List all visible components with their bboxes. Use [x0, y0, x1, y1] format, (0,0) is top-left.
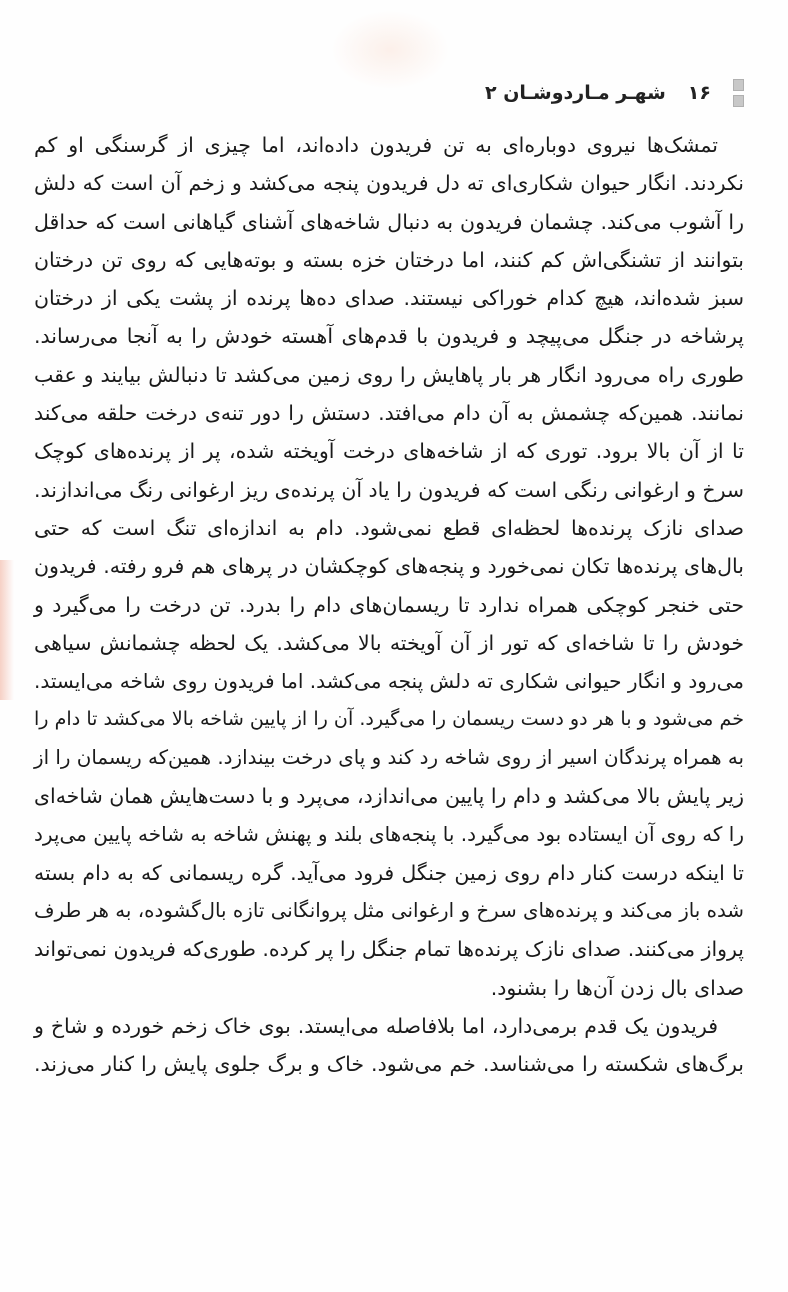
text-line: بتوانند از تشنگی‌اش کم کنند، اما درختان خزه بسته و بوته‌هایی که روی تن درختان — [34, 247, 744, 272]
text-line: صدای بال زدن آن‌ها را بشنود. — [490, 975, 744, 1000]
text-line: سبز شده‌اند، هیچ کدام خوراکی نیستند. صدای ده‌ها پرنده از پشت یکی از درختان — [34, 286, 744, 311]
marker-square-icon — [733, 95, 744, 107]
text-line: می‌رود و انگار حیوانی شکاری ته دلش پنجه می‌کشد. اما فریدون روی شاخه می‌ایستد. — [34, 669, 744, 694]
text-line: برگ‌های شکسته را می‌شناسد. خم می‌شود. خاک و برگ جلوی پایش را کنار می‌زند. — [34, 1052, 744, 1077]
text-line: حتی خنجر کوچکی همراه ندارد تا ریسمان‌های دام را بدرد. تن درخت را می‌گیرد و — [34, 592, 744, 617]
paragraph-1 — [34, 126, 744, 1007]
text-line: سرخ و ارغوانی رنگی است که فریدون را یاد آن پرنده‌ی ریز ارغوانی رنگ می‌اندازند. — [34, 477, 744, 502]
running-header — [485, 78, 744, 108]
text-line: بال‌های پرنده‌ها تکان نمی‌خورد و پنجه‌های کوچکشان در پرهای هم فرو رفته. فریدون — [34, 554, 744, 579]
header-marker-icon — [733, 79, 744, 107]
text-line: شده باز می‌کند و پرنده‌های سرخ و ارغوانی مثل پروانگانی تازه بال‌گشوده، به هر طرف — [34, 898, 744, 922]
scan-glare — [330, 10, 450, 90]
body-text — [34, 126, 744, 1083]
text-line: خم می‌شود و با هر دو دست ریسمان را می‌گیرد. آن را از پایین شاخه بالا می‌کشد تا دام را — [34, 707, 744, 731]
text-line: زیر پایش بالا می‌کشد و دام را پایین می‌اندازد، می‌پرد و با دست‌هایش همان شاخه‌ای — [34, 784, 744, 809]
text-line: تمشک‌ها نیروی دوباره‌ای به تن فریدون داده‌اند، اما چیزی از گرسنگی او کم — [34, 133, 718, 157]
text-line: پرواز می‌کنند. صدای نازک پرنده‌ها تمام جنگل را پر کرده. طوری‌که فریدون نمی‌تواند — [34, 937, 744, 962]
text-line: پرشاخه در جنگل می‌پیچد و فریدون با قدم‌های آهسته خودش را به آنجا می‌رساند. — [34, 324, 744, 349]
text-line: فریدون یک قدم برمی‌دارد، اما بلافاصله می‌ایستد. بوی خاک زخم خورده و شاخ و — [34, 1013, 718, 1038]
paragraph-2 — [34, 1007, 744, 1084]
text-line: تا اینکه درست کنار دام روی زمین جنگل فرود می‌آید. گره ریسمانی که به دام بسته — [34, 860, 744, 885]
text-line: نکردند. انگار حیوان شکاری‌ای ته دل فریدون پنجه می‌کشد و زخم آن است که دلش — [34, 171, 744, 196]
text-line: را که روی آن ایستاده بود می‌گیرد. با پنجه‌های بلند و پهنش شاخه به شاخه پایین می‌پرد — [34, 822, 744, 847]
text-line: تا از آن بالا برود. توری که از شاخه‌های درخت آویخته شده، پر از پرنده‌های کوچک — [34, 439, 744, 464]
text-line: به همراه پرندگان اسیر از روی شاخه رد کند و پای درخت بیندازد. همین‌که ریسمان را از — [34, 745, 744, 769]
text-line: نمانند. همین‌که چشمش به آن دام می‌افتد. دستش را دور تنه‌ی درخت حلقه می‌کند — [34, 401, 744, 426]
marker-square-icon — [733, 79, 744, 91]
text-line: طوری راه می‌رود انگار هر بار پاهایش را روی زمین می‌کشد تا دنبالش بیایند و عقب — [34, 362, 744, 387]
page-edge-tint — [0, 560, 14, 700]
book-title: شهـر مـاردوشـان ۲ — [484, 82, 666, 104]
text-line: را آشوب می‌کند. چشمان فریدون به دنبال شاخه‌های آشنای گیاهانی است که حداقل — [34, 209, 744, 234]
page-number: ۱۶ — [687, 82, 711, 104]
text-line: صدای نازک پرنده‌ها لحظه‌ای قطع نمی‌شود. دام به اندازه‌ای تنگ است که حتی — [34, 515, 744, 540]
text-line: خودش را تا شاخه‌ای که تور از آن آویخته بالا می‌کشد. یک لحظه چشمانش سیاهی — [34, 630, 744, 655]
